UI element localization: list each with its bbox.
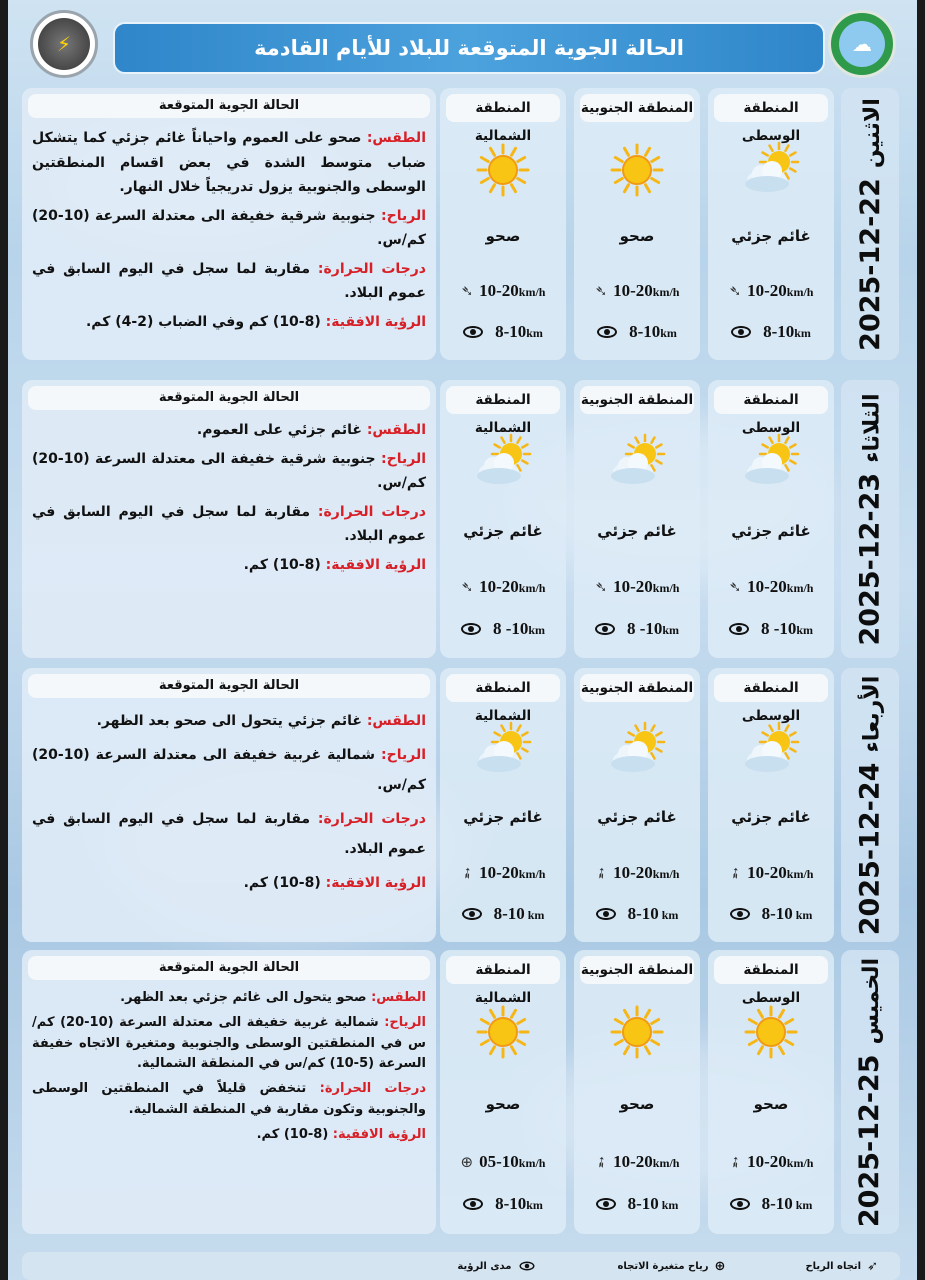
forecast-line: الطقس: صحو يتحول الى غائم جزئي بعد الظهر. xyxy=(120,990,426,1005)
forecast-line: الطقس: غائم جزئي على العموم. xyxy=(196,422,426,438)
wind-arrow-icon: ➶ xyxy=(457,581,476,594)
meteorological-authority-logo xyxy=(828,10,896,78)
region-name: المنطقة الشمالية xyxy=(446,386,560,414)
condition-text: غائم جزئي xyxy=(731,226,811,245)
region-card xyxy=(708,950,834,1234)
day-date-label xyxy=(841,88,899,360)
region-name: المنطقة الشمالية xyxy=(446,94,560,122)
condition-text: صحو xyxy=(485,1094,521,1113)
condition-text: صحو xyxy=(753,1094,789,1113)
wind-arrow-icon: ➶ xyxy=(867,1258,878,1274)
region-name: المنطقة الوسطى xyxy=(714,674,828,702)
region-card xyxy=(708,88,834,360)
crosshair-icon: ⊕ xyxy=(714,1258,726,1274)
forecast-label: الرؤية الافقية: xyxy=(332,1126,426,1142)
forecast-body xyxy=(22,118,436,344)
region-name: المنطقة الشمالية xyxy=(446,956,560,984)
day-name: الأربعاء xyxy=(859,675,885,753)
forecast-line: الرياح: جنوبية شرقية خفيفة الى معتدلة السرعة (10-20) كم/س. xyxy=(32,207,426,248)
region-card xyxy=(440,950,566,1234)
forecast-label: درجات الحرارة: xyxy=(317,811,426,828)
region-card xyxy=(440,88,566,360)
visibility-range: 8 -10km xyxy=(440,619,566,639)
wind-speed: ➶ 10-20km/h xyxy=(724,861,814,884)
visibility-range: 8-10km xyxy=(440,1194,566,1214)
condition-text: صحو xyxy=(485,226,521,245)
sun-icon xyxy=(607,1002,667,1062)
forecast-title: الحالة الجوية المتوقعة xyxy=(28,94,430,118)
condition-text: غائم جزئي xyxy=(463,807,543,826)
day-name: الخميس xyxy=(859,957,885,1044)
forecast-line: الطقس: غائم جزئي يتحول الى صحو بعد الظهر. xyxy=(96,713,426,729)
wind-speed: ➶ 10-20km/h xyxy=(724,1150,814,1173)
wind-speed: ➶ 10-20km/h xyxy=(725,577,814,597)
wind-arrow-icon: ➶ xyxy=(725,284,744,298)
forecast-line: الطقس: صحو على العموم واحياناً غائم جزئي كما يتشكل ضباب متوسط الشدة في بعض اقسام المنطقتين الوسطى والجنوبية يزول تدريجياً خلال النهار. xyxy=(32,130,426,195)
day-date: 2025-12-24 xyxy=(854,762,886,935)
region-card xyxy=(440,668,566,942)
condition-text: غائم جزئي xyxy=(597,807,677,826)
visibility-range: 8-10 km xyxy=(574,904,700,924)
eye-icon xyxy=(596,1198,616,1210)
eye-icon xyxy=(597,326,617,338)
sun-icon xyxy=(473,1002,533,1062)
eye-icon xyxy=(462,908,482,920)
eye-icon xyxy=(596,908,616,920)
eye-icon xyxy=(730,908,750,920)
forecast-sheet xyxy=(8,0,917,1280)
legend-variable-wind: ⊕ رياح متغيرة الاتجاه xyxy=(617,1258,726,1274)
forecast-label: الرؤية الافقية: xyxy=(325,556,426,573)
legend xyxy=(22,1252,900,1280)
wind-arrow-icon: ➶ xyxy=(457,284,476,298)
crosshair-icon: ⊕ xyxy=(460,1152,474,1171)
forecast-label: درجات الحرارة: xyxy=(319,1081,427,1097)
eye-icon xyxy=(461,623,481,635)
region-name: المنطقة الجنوبية xyxy=(580,956,694,984)
forecast-label: الرياح: xyxy=(384,1014,426,1030)
visibility-range: 8-10 km xyxy=(440,904,566,924)
region-name: المنطقة الوسطى xyxy=(714,94,828,122)
forecast-text-card xyxy=(22,88,436,360)
visibility-range: 8-10km xyxy=(708,322,834,342)
partly-cloudy-icon xyxy=(741,432,801,492)
day-name: الاثنين xyxy=(859,97,885,168)
page-title: الحالة الجوية المتوقعة للبلاد للأيام القادمة xyxy=(113,22,825,74)
forecast-line: الرياح: جنوبية شرقية خفيفة الى معتدلة السرعة (10-20) كم/س. xyxy=(32,450,426,491)
forecast-label: الطقس: xyxy=(366,713,426,729)
wind-arrow-icon: ➶ xyxy=(591,581,610,594)
visibility-range: 8-10km xyxy=(574,322,700,342)
forecast-line: درجات الحرارة: مقاربة لما سجل في اليوم السابق في عموم البلاد. xyxy=(32,811,426,858)
legend-visibility: مدى الرؤية xyxy=(457,1260,537,1272)
wind-speed: ➶ 10-20km/h xyxy=(590,1150,680,1173)
sun-icon xyxy=(607,140,667,200)
wind-speed: ➶ 10-20km/h xyxy=(456,861,546,884)
wind-speed: ➶ 10-20km/h xyxy=(591,281,680,301)
forecast-line: الرؤية الافقية: (8-10) كم وفي الضباب (2-4) كم. xyxy=(85,313,426,330)
wind-speed: ⊕ 05-10km/h xyxy=(460,1151,546,1171)
forecast-label: الطقس: xyxy=(366,130,426,146)
wind-speed: ➶ 10-20km/h xyxy=(590,861,680,884)
eye-icon xyxy=(731,326,751,338)
forecast-title: الحالة الجوية المتوقعة xyxy=(28,386,430,410)
lightning-icon: ⚡ xyxy=(38,18,90,70)
condition-text: غائم جزئي xyxy=(731,807,811,826)
partly-cloudy-icon xyxy=(473,432,533,492)
partly-cloudy-icon xyxy=(473,720,533,780)
region-name: المنطقة الجنوبية xyxy=(580,674,694,702)
region-name: المنطقة الوسطى xyxy=(714,956,828,984)
wind-speed: ➶ 10-20km/h xyxy=(457,281,546,301)
region-name: المنطقة الجنوبية xyxy=(580,386,694,414)
visibility-range: 8-10km xyxy=(440,322,566,342)
region-name: المنطقة الوسطى xyxy=(714,386,828,414)
day-date-label xyxy=(841,380,899,658)
eye-icon xyxy=(595,623,615,635)
day-name: الثلاثاء xyxy=(859,393,885,463)
forecast-line: الرؤية الافقية: (8-10) كم. xyxy=(256,1126,426,1142)
visibility-range: 8 -10km xyxy=(574,619,700,639)
region-card xyxy=(574,88,700,360)
day-date: 2025-12-25 xyxy=(854,1053,886,1227)
forecast-label: الطقس: xyxy=(366,422,426,438)
wind-arrow-icon: ➶ xyxy=(590,861,612,884)
region-card xyxy=(574,380,700,658)
day-date: 2025-12-22 xyxy=(854,177,886,351)
forecast-text-card xyxy=(22,668,436,942)
forecast-label: الطقس: xyxy=(371,990,426,1005)
wind-arrow-icon: ➶ xyxy=(724,861,746,884)
wind-speed: ➶ 10-20km/h xyxy=(591,577,680,597)
forecast-label: درجات الحرارة: xyxy=(317,260,426,277)
condition-text: غائم جزئي xyxy=(731,521,811,540)
sun-icon xyxy=(473,140,533,200)
region-card xyxy=(574,668,700,942)
day-date-label xyxy=(841,668,899,942)
forecast-label: الرياح: xyxy=(381,450,426,467)
forecast-body xyxy=(22,980,436,1156)
forecast-label: درجات الحرارة: xyxy=(317,503,426,520)
forecast-title: الحالة الجوية المتوقعة xyxy=(28,674,430,698)
region-card xyxy=(574,950,700,1234)
region-name: المنطقة الجنوبية xyxy=(580,94,694,122)
condition-text: صحو xyxy=(619,1094,655,1113)
visibility-range: 8 -10km xyxy=(708,619,834,639)
forecast-body xyxy=(22,698,436,909)
wind-arrow-icon: ➶ xyxy=(591,284,610,298)
forecast-line: درجات الحرارة: مقاربة لما سجل في اليوم السابق في عموم البلاد. xyxy=(32,503,426,544)
region-card xyxy=(708,668,834,942)
wind-arrow-icon: ➶ xyxy=(724,1150,746,1173)
condition-text: غائم جزئي xyxy=(463,521,543,540)
forecast-line: الرياح: شمالية غربية خفيفة الى معتدلة السرعة (10-20) كم/س. xyxy=(32,747,426,794)
partly-cloudy-icon xyxy=(741,140,801,200)
visibility-range: 8-10 km xyxy=(708,1194,834,1214)
region-card xyxy=(440,380,566,658)
day-date: 2025-12-23 xyxy=(854,472,886,645)
eye-icon xyxy=(520,1262,535,1271)
wind-arrow-icon: ➶ xyxy=(590,1150,612,1173)
forecast-label: الرؤية الافقية: xyxy=(325,313,426,330)
eye-icon xyxy=(729,623,749,635)
forecast-text-card xyxy=(22,380,436,658)
forecast-label: الرؤية الافقية: xyxy=(325,875,426,892)
forecast-label: الرياح: xyxy=(381,207,426,224)
region-name: المنطقة الشمالية xyxy=(446,674,560,702)
forecast-body xyxy=(22,410,436,587)
day-date-label xyxy=(841,950,899,1234)
partly-cloudy-icon xyxy=(607,720,667,780)
wind-speed: ➶ 10-20km/h xyxy=(457,577,546,597)
eye-icon xyxy=(463,1198,483,1210)
eye-icon xyxy=(463,326,483,338)
eye-icon xyxy=(730,1198,750,1210)
wind-arrow-icon: ➶ xyxy=(456,861,478,884)
weather-forecasting-logo xyxy=(30,10,98,78)
wind-arrow-icon: ➶ xyxy=(725,581,744,594)
sun-icon xyxy=(741,1002,801,1062)
forecast-text-card xyxy=(22,950,436,1234)
visibility-range: 8-10 km xyxy=(574,1194,700,1214)
wind-speed: ➶ 10-20km/h xyxy=(725,281,814,301)
forecast-line: الرياح: شمالية غربية خفيفة الى معتدلة السرعة (10-20) كم/س في المنطقتين الوسطى والجنوبية ومتغيرة الاتجاه خفيفة السرعة (5-10) كم/س في المنطقة الشمالية. xyxy=(32,1014,426,1072)
condition-text: صحو xyxy=(619,226,655,245)
forecast-line: درجات الحرارة: مقاربة لما سجل في اليوم السابق في عموم البلاد. xyxy=(32,260,426,301)
region-card xyxy=(708,380,834,658)
condition-text: غائم جزئي xyxy=(597,521,677,540)
forecast-line: درجات الحرارة: تنخفض قليلاً في المنطقتين الوسطى والجنوبية وتكون مقاربة في المنطقة الشمالية. xyxy=(32,1081,427,1117)
forecast-title: الحالة الجوية المتوقعة xyxy=(28,956,430,980)
legend-wind-direction: ➶ اتجاه الرياح xyxy=(805,1258,878,1274)
partly-cloudy-icon xyxy=(607,432,667,492)
forecast-line: الرؤية الافقية: (8-10) كم. xyxy=(243,875,426,892)
forecast-label: الرياح: xyxy=(381,747,426,764)
forecast-line: الرؤية الافقية: (8-10) كم. xyxy=(243,556,426,573)
visibility-range: 8-10 km xyxy=(708,904,834,924)
cloud-icon: ☁ xyxy=(839,21,885,67)
partly-cloudy-icon xyxy=(741,720,801,780)
